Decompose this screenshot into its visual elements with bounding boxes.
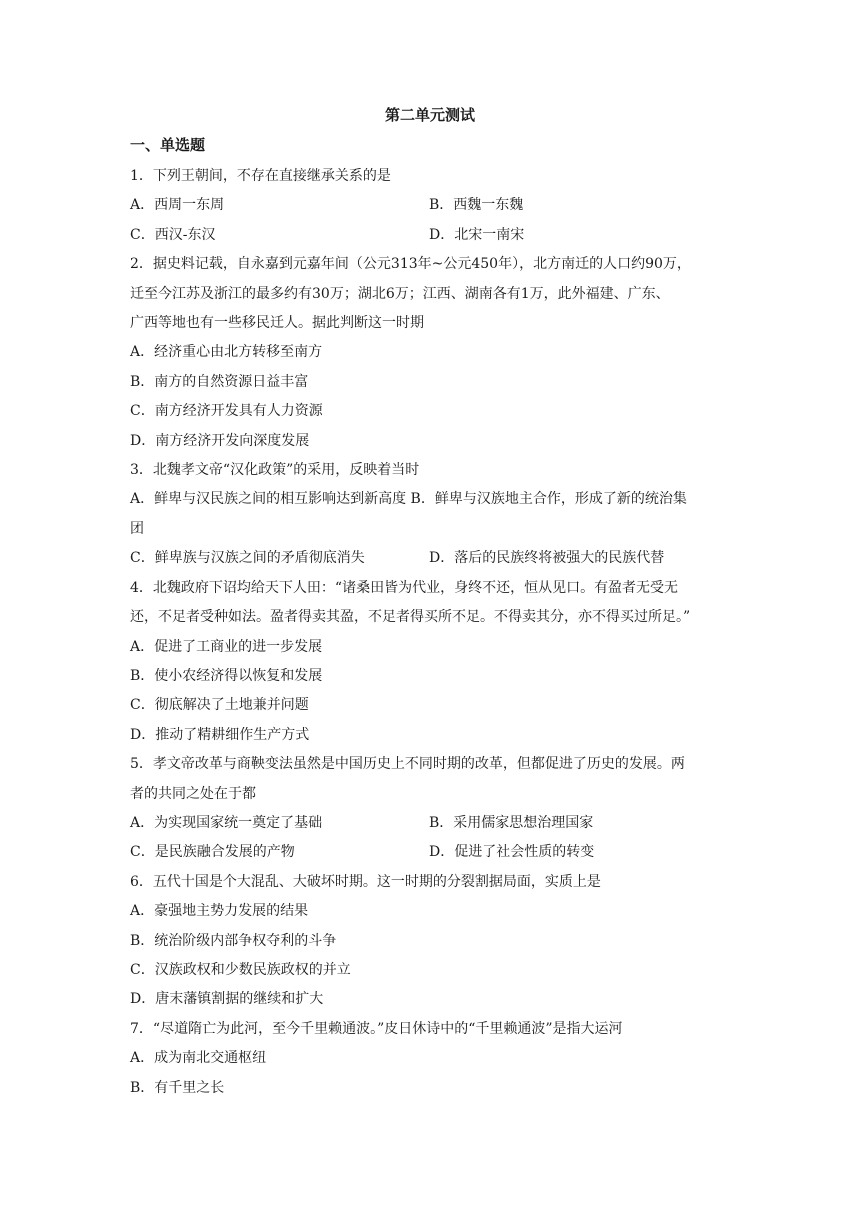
q5-option-b[interactable]: B．采用儒家思想治理国家	[429, 814, 594, 831]
q5-options-row-2	[130, 838, 736, 867]
q4-option-b[interactable]: B．使小农经济得以恢复和发展	[130, 667, 323, 684]
q3-options-ab-line-1[interactable]: A．鲜卑与汉民族之间的相互影响达到新高度 B．鲜卑与汉族地主合作，形成了新的统治集	[130, 491, 687, 508]
q7-option-b[interactable]: B．有千里之长	[130, 1079, 225, 1096]
q4-stem-line-1: 4．北魏政府下诏均给天下人田：“诸桑田皆为代业，身终不还，恒从见口。有盈者无受无	[130, 579, 679, 596]
q3-option-d[interactable]: D．落后的民族终将被强大的民族代替	[429, 550, 665, 567]
page-title: 第二单元测试	[384, 106, 475, 124]
q5-stem-line-1: 5．孝文帝改革与商鞅变法虽然是中国历史上不同时期的改革，但都促进了历史的发展。两	[130, 756, 685, 773]
q1-option-d[interactable]: D．北宋一南宋	[429, 226, 525, 243]
q3-stem: 3．北魏孝文帝“汉化政策”的采用，反映着当时	[130, 462, 420, 479]
q6-option-a[interactable]: A．豪强地主势力发展的结果	[130, 903, 309, 920]
q3-option-c[interactable]: C．鲜卑族与汉族之间的矛盾彻底消失	[130, 550, 365, 567]
q1-options-row-1	[130, 191, 736, 220]
q2-stem-line-2: 迁至今江苏及浙江的最多约有30万；湖北6万；江西、湖南各有1万，此外福建、广东、	[130, 285, 670, 302]
q6-option-c[interactable]: C．汉族政权和少数民族政权的并立	[130, 961, 351, 978]
q2-option-a[interactable]: A．经济重心由北方转移至南方	[130, 344, 323, 361]
q3-options-row-2	[130, 544, 736, 573]
q1-option-c[interactable]: C．西汉-东汉	[130, 226, 216, 243]
q5-option-d[interactable]: D．促进了社会性质的转变	[429, 844, 595, 861]
q5-stem-line-2: 者的共同之处在于都	[130, 785, 256, 802]
q6-option-b[interactable]: B．统治阶级内部争权夺利的斗争	[130, 932, 337, 949]
q2-option-b[interactable]: B．南方的自然资源日益丰富	[130, 373, 309, 390]
q2-stem-line-1: 2．据史料记载，自永嘉到元嘉年间（公元313年~公元450年），北方南迁的人口约90万，	[130, 256, 691, 273]
q5-options-row-1	[130, 809, 736, 838]
q2-option-c[interactable]: C．南方经济开发具有人力资源	[130, 403, 323, 420]
q4-option-a[interactable]: A．促进了工商业的进一步发展	[130, 638, 323, 655]
q7-option-a[interactable]: A．成为南北交通枢纽	[130, 1050, 267, 1067]
q1-option-a[interactable]: A．西周一东周	[130, 197, 225, 214]
q7-stem: 7．“尽道隋亡为此河，至今千里赖通波。”皮日休诗中的“千里赖通波”是指大运河	[130, 1020, 623, 1037]
section-heading: 一、单选题	[130, 136, 206, 154]
q6-stem: 6．五代十国是个大混乱、大破坏时期。这一时期的分裂割据局面，实质上是	[130, 873, 601, 890]
q4-option-c[interactable]: C．彻底解决了土地兼并问题	[130, 697, 309, 714]
q1-stem: 1．下列王朝间，不存在直接继承关系的是	[130, 168, 391, 184]
q6-option-d[interactable]: D．唐末藩镇割据的继续和扩大	[130, 991, 324, 1008]
q1-option-b[interactable]: B．西魏一东魏	[429, 197, 524, 214]
q5-option-a[interactable]: A．为实现国家统一奠定了基础	[130, 814, 323, 831]
q2-stem-line-3: 广西等地也有一些移民迁人。据此判断这一时期	[130, 315, 424, 332]
question-list	[130, 162, 736, 1103]
q1-options-row-2	[130, 221, 736, 250]
q2-option-d[interactable]: D．南方经济开发向深度发展	[130, 432, 310, 449]
q4-stem-line-2: 还，不足者受种如法。盈者得卖其盈，不足者得买所不足。不得卖其分，亦不得买过所足。”	[130, 609, 691, 626]
q5-option-c[interactable]: C．是民族融合发展的产物	[130, 844, 295, 861]
q3-options-ab-line-2: 团	[130, 520, 144, 537]
q4-option-d[interactable]: D．推动了精耕细作生产方式	[130, 726, 310, 743]
